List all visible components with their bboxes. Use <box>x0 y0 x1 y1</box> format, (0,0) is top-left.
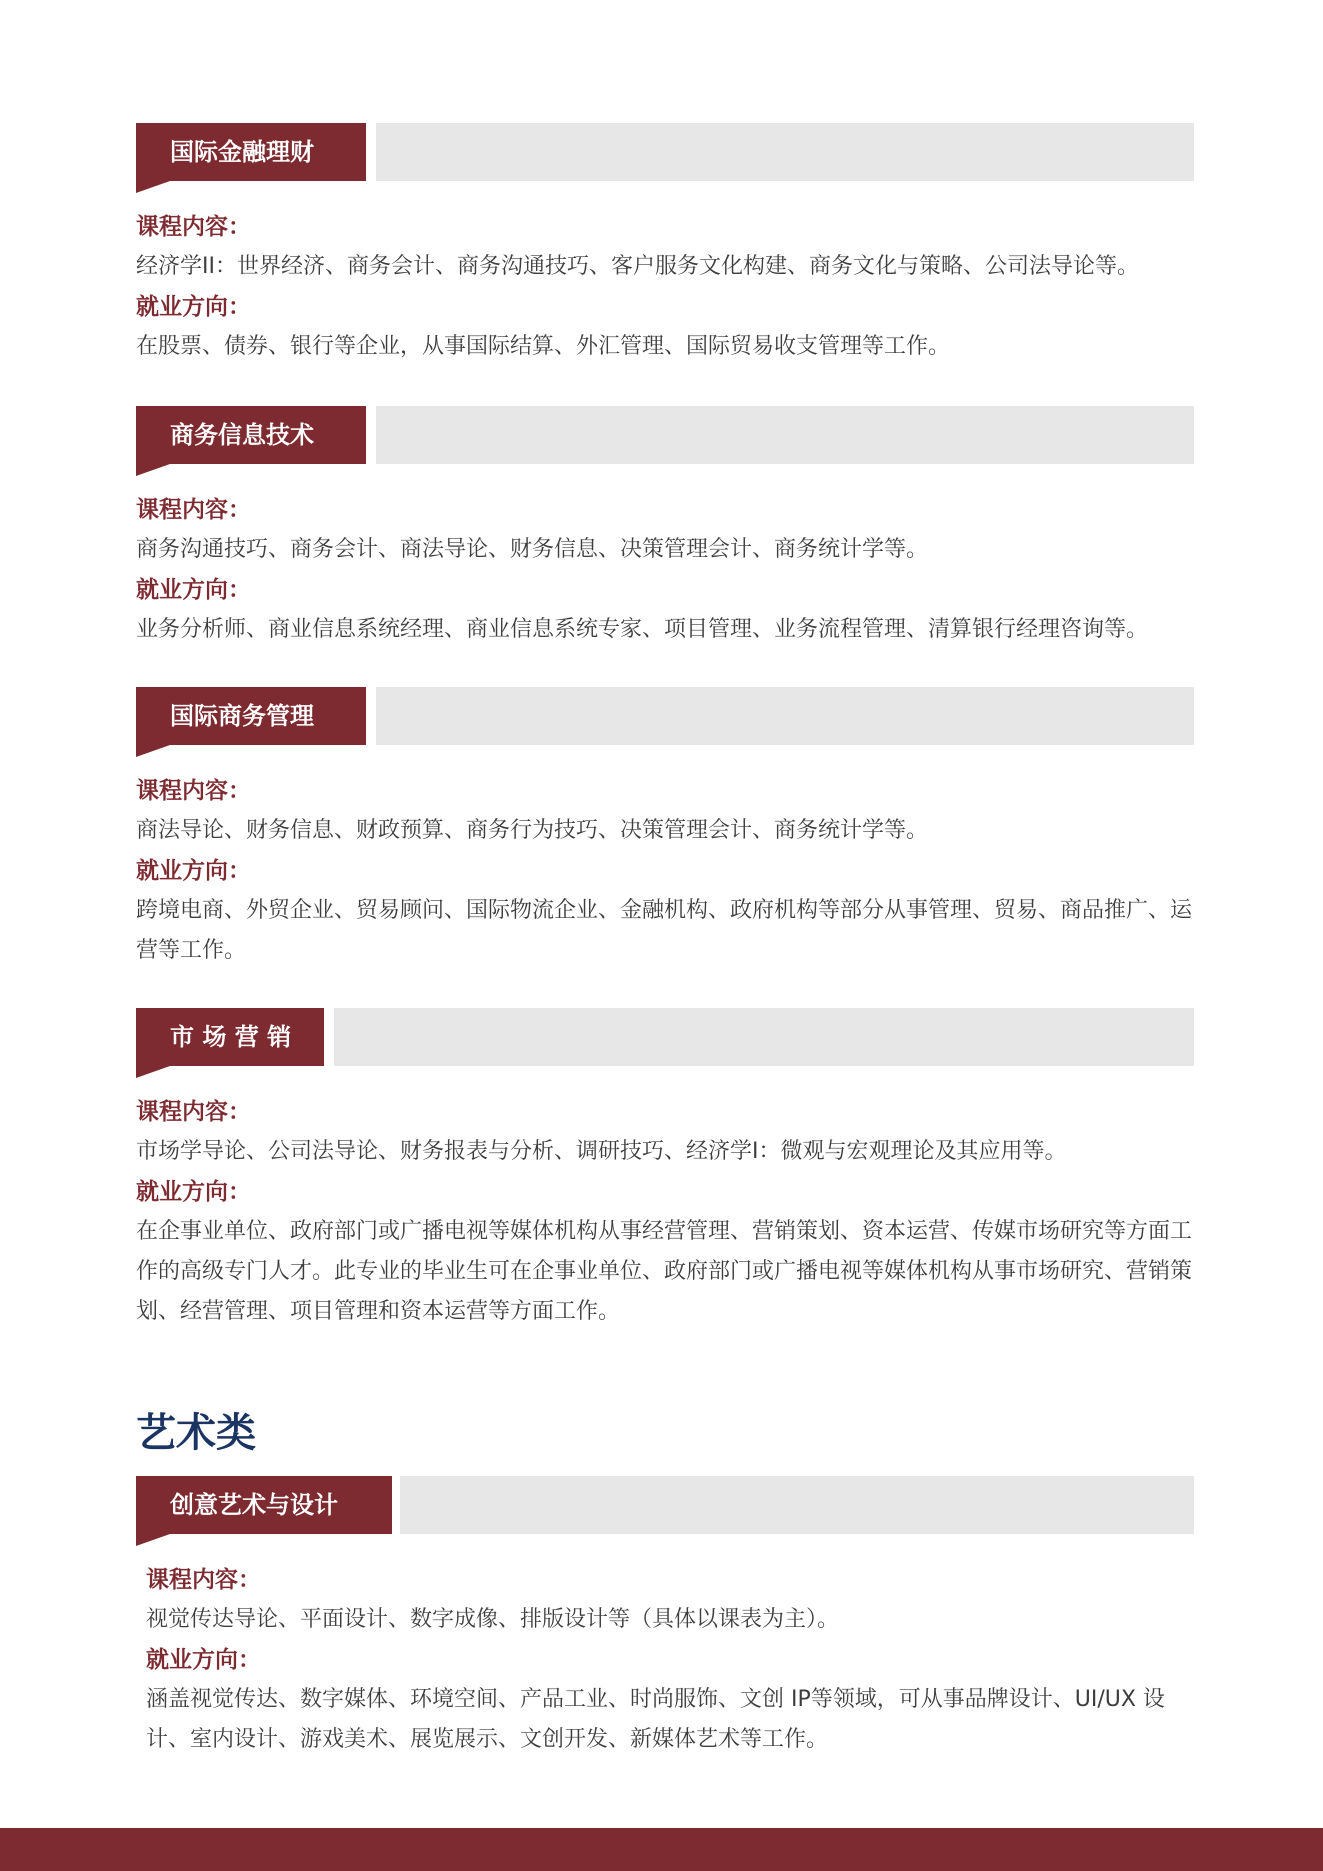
tab-tail-decoration <box>136 745 170 757</box>
header-bar <box>376 687 1194 745</box>
course-label: 课程内容： <box>136 214 251 240</box>
career-text: 业务分析师、商业信息系统经理、商业信息系统专家、项目管理、业务流程管理、清算银行经理咨询等。 <box>136 617 1149 642</box>
tab-tail-decoration <box>136 464 170 476</box>
course-text: 经济学II：世界经济、商务会计、商务沟通技巧、客户服务文化构建、商务文化与策略、公司法导论等。 <box>136 254 1139 279</box>
header-bar <box>400 1476 1194 1534</box>
section-body <box>136 490 1194 650</box>
section-body <box>136 207 1194 367</box>
section-header <box>136 123 1194 181</box>
career-text: 涵盖视觉传达、数字媒体、环境空间、产品工业、时尚服饰、文创 IP等领域，可从事品牌设计、UI/UX 设计、室内设计、游戏美术、展览展示、文创开发、新媒体艺术等工作。 <box>146 1687 1165 1752</box>
career-text: 在企事业单位、政府部门或广播电视等媒体机构从事经营管理、营销策划、资本运营、传媒市场研究等方面工作的高级专门人才。此专业的毕业生可在企事业单位、政府部门或广播电视等媒体机构从事市场研究、营销策划、经营管理、项目管理和资本运营等方面工作。 <box>136 1219 1193 1324</box>
course-text: 商法导论、财务信息、财政预算、商务行为技巧、决策管理会计、商务统计学等。 <box>136 818 929 843</box>
section-header <box>136 406 1194 464</box>
header-bar <box>334 1008 1194 1066</box>
career-label: 就业方向： <box>136 858 251 884</box>
footer-bar <box>0 1828 1323 1871</box>
section-international-business <box>136 687 1194 971</box>
header-bar <box>376 406 1194 464</box>
section-body <box>136 771 1194 971</box>
section-title-tab: 国际商务管理 <box>136 687 366 745</box>
course-text: 商务沟通技巧、商务会计、商法导论、财务信息、决策管理会计、商务统计学等。 <box>136 537 929 562</box>
section-international-finance <box>136 123 1194 367</box>
section-title-tab: 国际金融理财 <box>136 123 366 181</box>
section-title-tab: 创意艺术与设计 <box>136 1476 392 1534</box>
tab-tail-decoration <box>136 1534 170 1546</box>
tab-tail-decoration <box>136 181 170 193</box>
category-heading-art: 艺术类 <box>136 1410 256 1456</box>
course-label: 课程内容： <box>136 778 251 804</box>
course-text: 市场学导论、公司法导论、财务报表与分析、调研技巧、经济学I：微观与宏观理论及其应用等。 <box>136 1139 1067 1164</box>
career-label: 就业方向： <box>146 1647 261 1673</box>
course-label: 课程内容： <box>136 497 251 523</box>
section-body <box>136 1092 1194 1332</box>
career-text: 在股票、债券、银行等企业，从事国际结算、外汇管理、国际贸易收支管理等工作。 <box>136 334 951 359</box>
section-header <box>136 687 1194 745</box>
section-title-tab: 市 场 营 销 <box>136 1008 324 1066</box>
section-creative-arts <box>136 1476 1194 1760</box>
section-title-tab: 商务信息技术 <box>136 406 366 464</box>
career-text: 跨境电商、外贸企业、贸易顾问、国际物流企业、金融机构、政府机构等部分从事管理、贸易、商品推广、运营等工作。 <box>136 898 1193 963</box>
course-text: 视觉传达导论、平面设计、数字成像、排版设计等（具体以课表为主）。 <box>146 1607 840 1632</box>
section-body <box>136 1560 1194 1760</box>
header-bar <box>376 123 1194 181</box>
career-label: 就业方向： <box>136 577 251 603</box>
course-label: 课程内容： <box>146 1567 261 1593</box>
section-marketing <box>136 1008 1194 1332</box>
career-label: 就业方向： <box>136 294 251 320</box>
section-header <box>136 1008 1194 1066</box>
section-header <box>136 1476 1194 1534</box>
tab-tail-decoration <box>136 1066 170 1078</box>
section-business-it <box>136 406 1194 650</box>
career-label: 就业方向： <box>136 1179 251 1205</box>
course-label: 课程内容： <box>136 1099 251 1125</box>
